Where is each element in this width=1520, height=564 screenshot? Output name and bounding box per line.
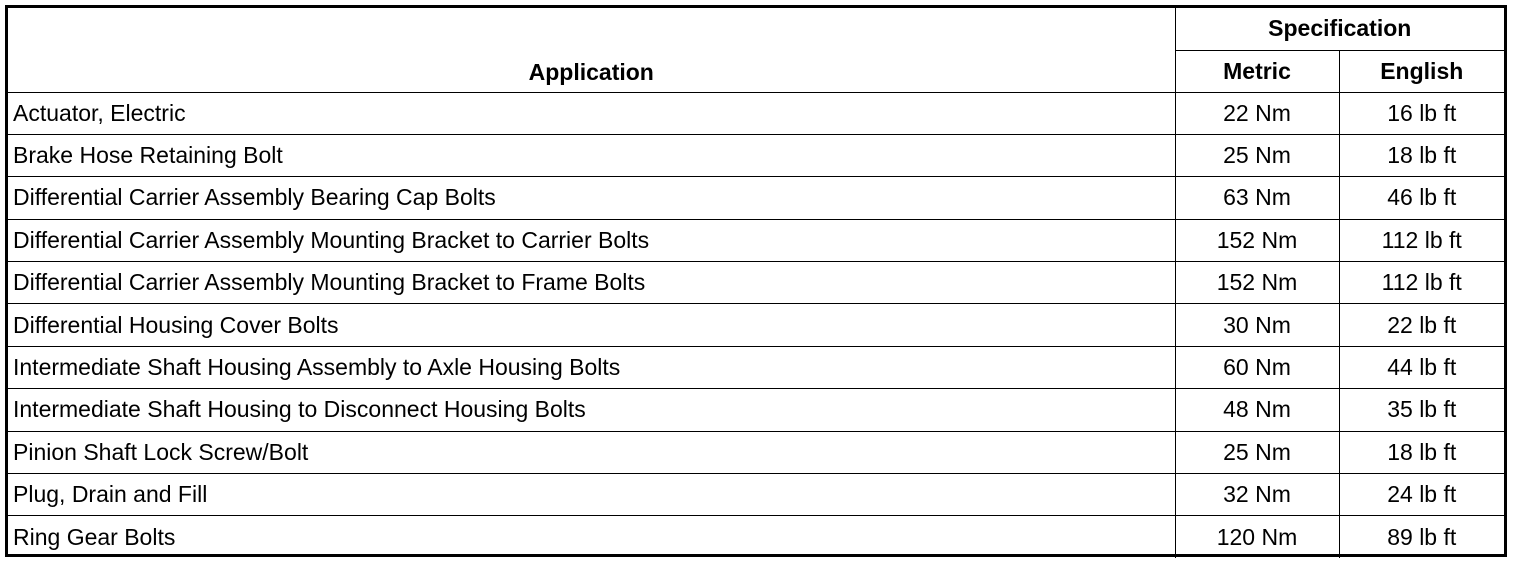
- application-cell: Intermediate Shaft Housing Assembly to Axle Housing Bolts: [8, 346, 1175, 388]
- table-row: [8, 219, 1504, 261]
- table-row: [8, 134, 1504, 176]
- metric-cell: 152 Nm: [1175, 219, 1339, 261]
- application-cell: Ring Gear Bolts: [8, 516, 1175, 558]
- table-row: [8, 474, 1504, 516]
- application-cell: Brake Hose Retaining Bolt: [8, 134, 1175, 176]
- table-body: [8, 92, 1504, 558]
- metric-cell: 22 Nm: [1175, 92, 1339, 134]
- application-cell: Differential Housing Cover Bolts: [8, 304, 1175, 346]
- metric-cell: 63 Nm: [1175, 177, 1339, 219]
- english-column-header: English: [1339, 50, 1504, 92]
- english-cell: 16 lb ft: [1339, 92, 1504, 134]
- metric-cell: 152 Nm: [1175, 262, 1339, 304]
- english-cell: 112 lb ft: [1339, 219, 1504, 261]
- metric-cell: 48 Nm: [1175, 389, 1339, 431]
- application-cell: Differential Carrier Assembly Mounting Bracket to Carrier Bolts: [8, 219, 1175, 261]
- metric-column-header: Metric: [1175, 50, 1339, 92]
- table-row: [8, 262, 1504, 304]
- metric-cell: 25 Nm: [1175, 431, 1339, 473]
- fastener-spec-table: [5, 5, 1507, 557]
- table-row: [8, 92, 1504, 134]
- application-cell: Plug, Drain and Fill: [8, 474, 1175, 516]
- english-cell: 18 lb ft: [1339, 134, 1504, 176]
- application-cell: Actuator, Electric: [8, 92, 1175, 134]
- table-row: [8, 516, 1504, 558]
- english-cell: 44 lb ft: [1339, 346, 1504, 388]
- metric-cell: 25 Nm: [1175, 134, 1339, 176]
- application-column-header: Application: [8, 8, 1175, 92]
- english-cell: 46 lb ft: [1339, 177, 1504, 219]
- table-row: [8, 304, 1504, 346]
- table-row: [8, 346, 1504, 388]
- specification-column-header: Specification: [1175, 8, 1504, 50]
- table-row: [8, 431, 1504, 473]
- metric-cell: 32 Nm: [1175, 474, 1339, 516]
- english-cell: 22 lb ft: [1339, 304, 1504, 346]
- table-row: [8, 177, 1504, 219]
- application-cell: Intermediate Shaft Housing to Disconnect Housing Bolts: [8, 389, 1175, 431]
- header-row-top: [8, 8, 1504, 50]
- english-cell: 112 lb ft: [1339, 262, 1504, 304]
- english-cell: 24 lb ft: [1339, 474, 1504, 516]
- spec-table: [8, 8, 1504, 558]
- application-cell: Differential Carrier Assembly Bearing Cap Bolts: [8, 177, 1175, 219]
- metric-cell: 60 Nm: [1175, 346, 1339, 388]
- application-cell: Differential Carrier Assembly Mounting Bracket to Frame Bolts: [8, 262, 1175, 304]
- application-cell: Pinion Shaft Lock Screw/Bolt: [8, 431, 1175, 473]
- table-row: [8, 389, 1504, 431]
- metric-cell: 120 Nm: [1175, 516, 1339, 558]
- metric-cell: 30 Nm: [1175, 304, 1339, 346]
- english-cell: 35 lb ft: [1339, 389, 1504, 431]
- english-cell: 89 lb ft: [1339, 516, 1504, 558]
- english-cell: 18 lb ft: [1339, 431, 1504, 473]
